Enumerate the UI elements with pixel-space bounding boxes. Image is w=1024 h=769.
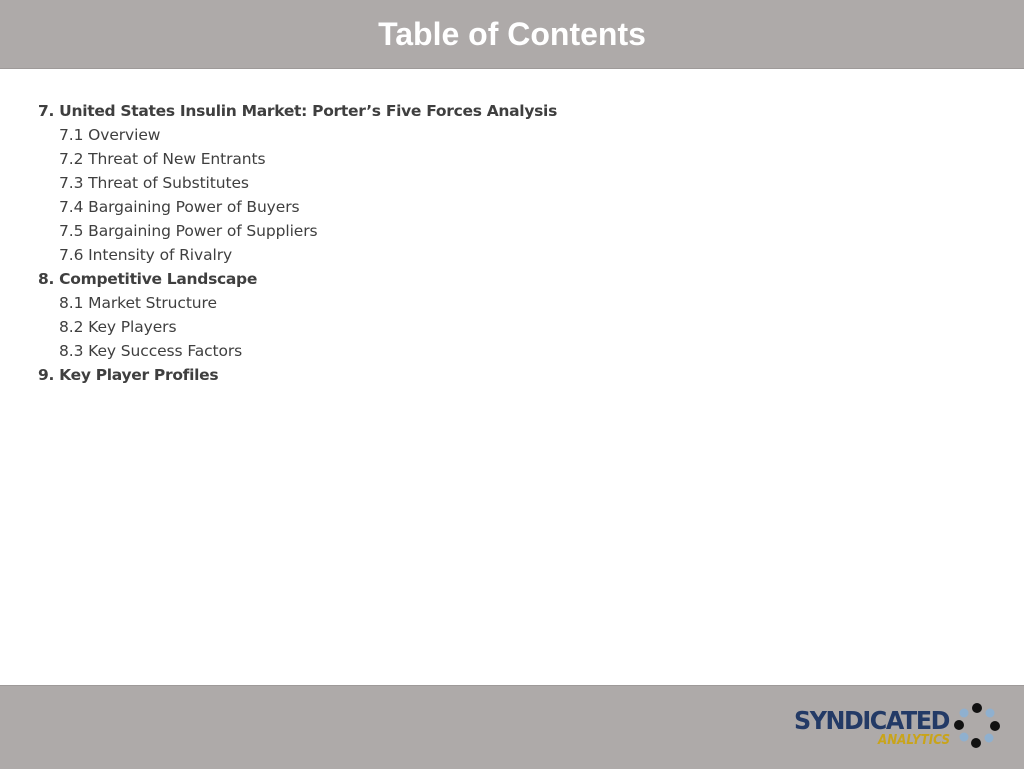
toc-section-7: 7. United States Insulin Market: Porter’s Five Forces Analysis — [38, 102, 557, 120]
toc-item-7-4: 7.4 Bargaining Power of Buyers — [59, 198, 300, 216]
logo-word-syndicated: SYNDICATED — [794, 706, 950, 735]
toc-item-8-2: 8.2 Key Players — [59, 318, 177, 336]
toc-item-7-2: 7.2 Threat of New Entrants — [59, 150, 266, 168]
toc-item-7-1: 7.1 Overview — [59, 126, 161, 144]
toc-section-9: 9. Key Player Profiles — [38, 366, 219, 384]
table-of-contents — [38, 99, 557, 387]
page-title: Table of Contents — [378, 16, 646, 52]
header-bar — [0, 0, 1024, 69]
logo-ring-icon — [954, 703, 1000, 748]
toc-section-8: 8. Competitive Landscape — [38, 270, 258, 288]
logo-word-analytics: ANALYTICS — [877, 733, 950, 748]
syndicated-analytics-logo — [794, 700, 1004, 748]
toc-item-7-5: 7.5 Bargaining Power of Suppliers — [59, 222, 318, 240]
toc-item-8-1: 8.1 Market Structure — [59, 294, 217, 312]
toc-item-8-3: 8.3 Key Success Factors — [59, 342, 243, 360]
toc-item-7-3: 7.3 Threat of Substitutes — [59, 174, 249, 192]
toc-item-7-6: 7.6 Intensity of Rivalry — [59, 246, 233, 264]
